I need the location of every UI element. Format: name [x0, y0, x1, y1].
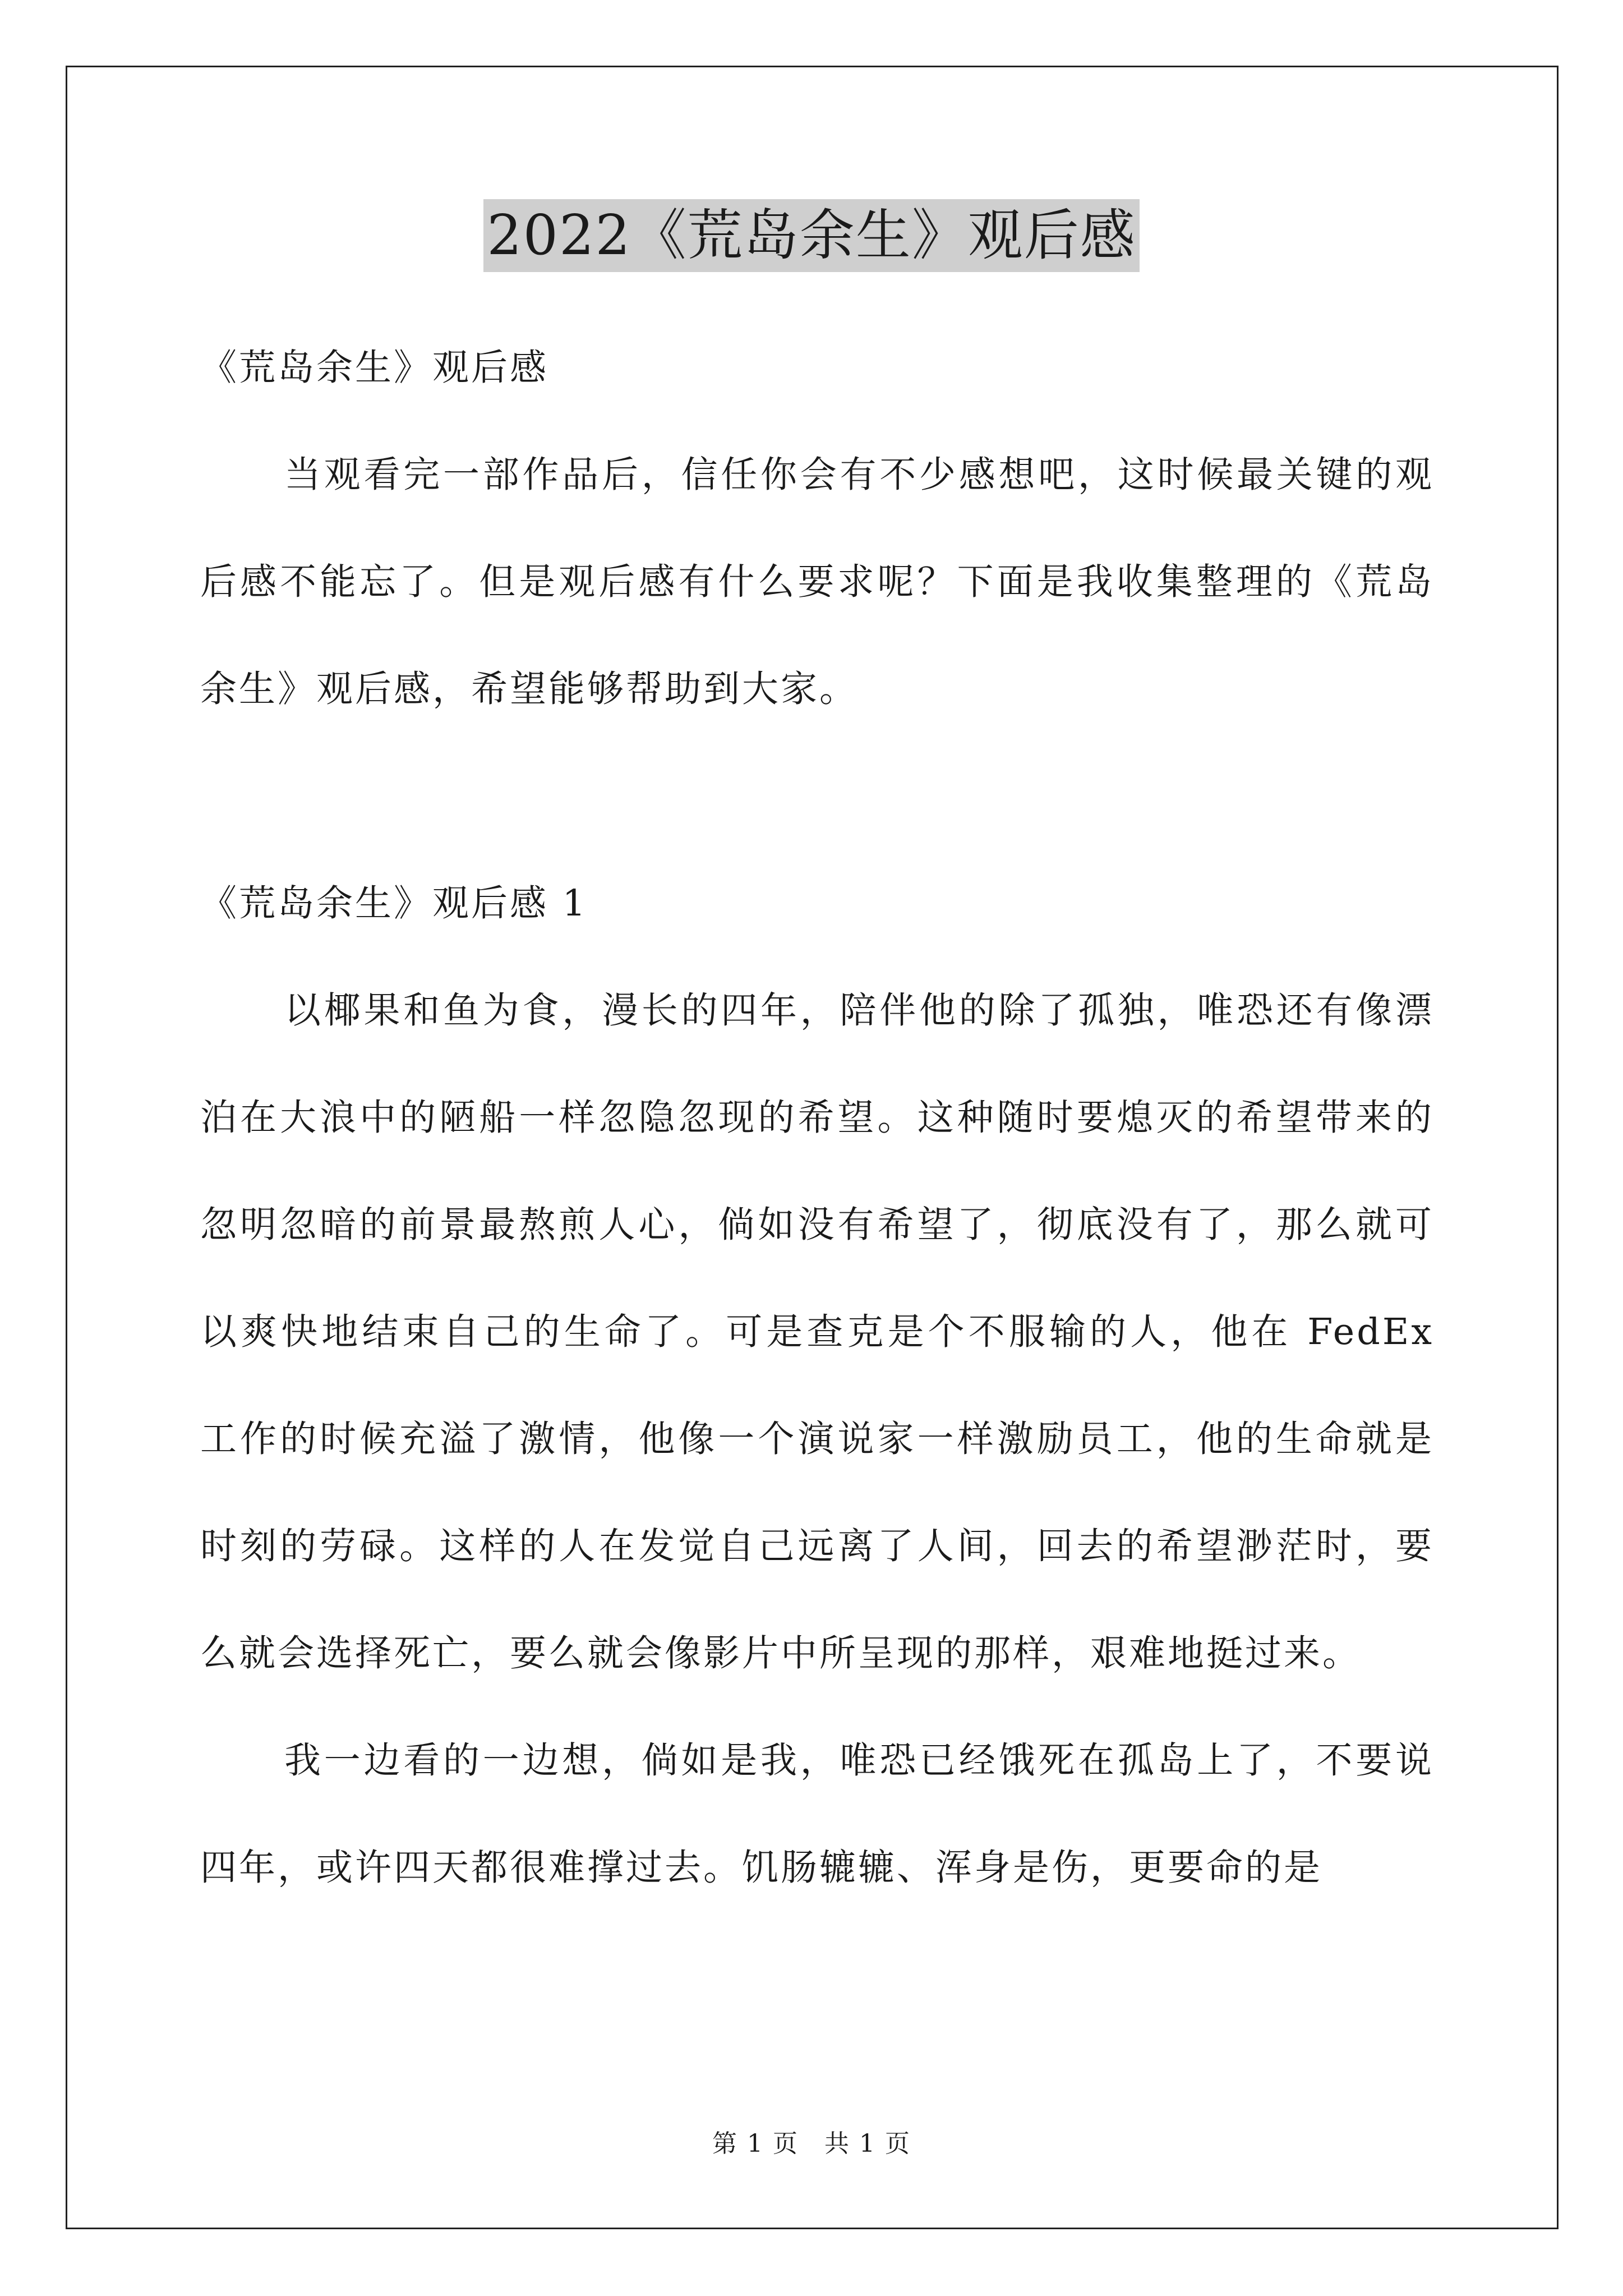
document-title: 2022《荒岛余生》观后感: [483, 199, 1139, 272]
page-footer: 第 1 页 共 1 页: [712, 2129, 911, 2158]
section1-paragraph-1: 以椰果和鱼为食，漫长的四年，陪伴他的除了孤独，唯恐还有像漂泊在大浪中的陋船一样忽隐忽现的希望。这种随时要熄灭的希望带来的忽明忽暗的前景最熬煎人心，倘如没有希望了，彻底没有了，那么就可以爽快地结束自己的生命了。可是查克是个不服输的人，他在 FedEx 工作的时候充溢了激情，他像一个演说家一样激励员工，他的生命就是时刻的劳碌。这样的人在发觉自己远离了人间，回去的希望渺茫时，要么就会选择死亡，要么就会像影片中所呈现的那样，艰难地挺过来。: [200, 990, 1434, 1674]
section1-paragraph-2: 我一边看的一边想，倘如是我，唯恐已经饿死在孤岛上了，不要说四年，或许四天都很难撑过去。饥肠辘辘、浑身是伤，更要命的是: [200, 1740, 1434, 1889]
document-body: [200, 314, 1434, 1921]
intro-paragraph: 当观看完一部作品后，信任你会有不少感想吧，这时候最关键的观后感不能忘了。但是观后感有什么要求呢？下面是我收集整理的《荒岛余生》观后感，希望能够帮助到大家。: [200, 454, 1434, 710]
section-heading-1: 《荒岛余生》观后感 1: [200, 882, 588, 924]
title-container: [0, 199, 1623, 272]
paragraph-gap: [200, 743, 1434, 850]
subtitle: 《荒岛余生》观后感: [200, 347, 549, 389]
